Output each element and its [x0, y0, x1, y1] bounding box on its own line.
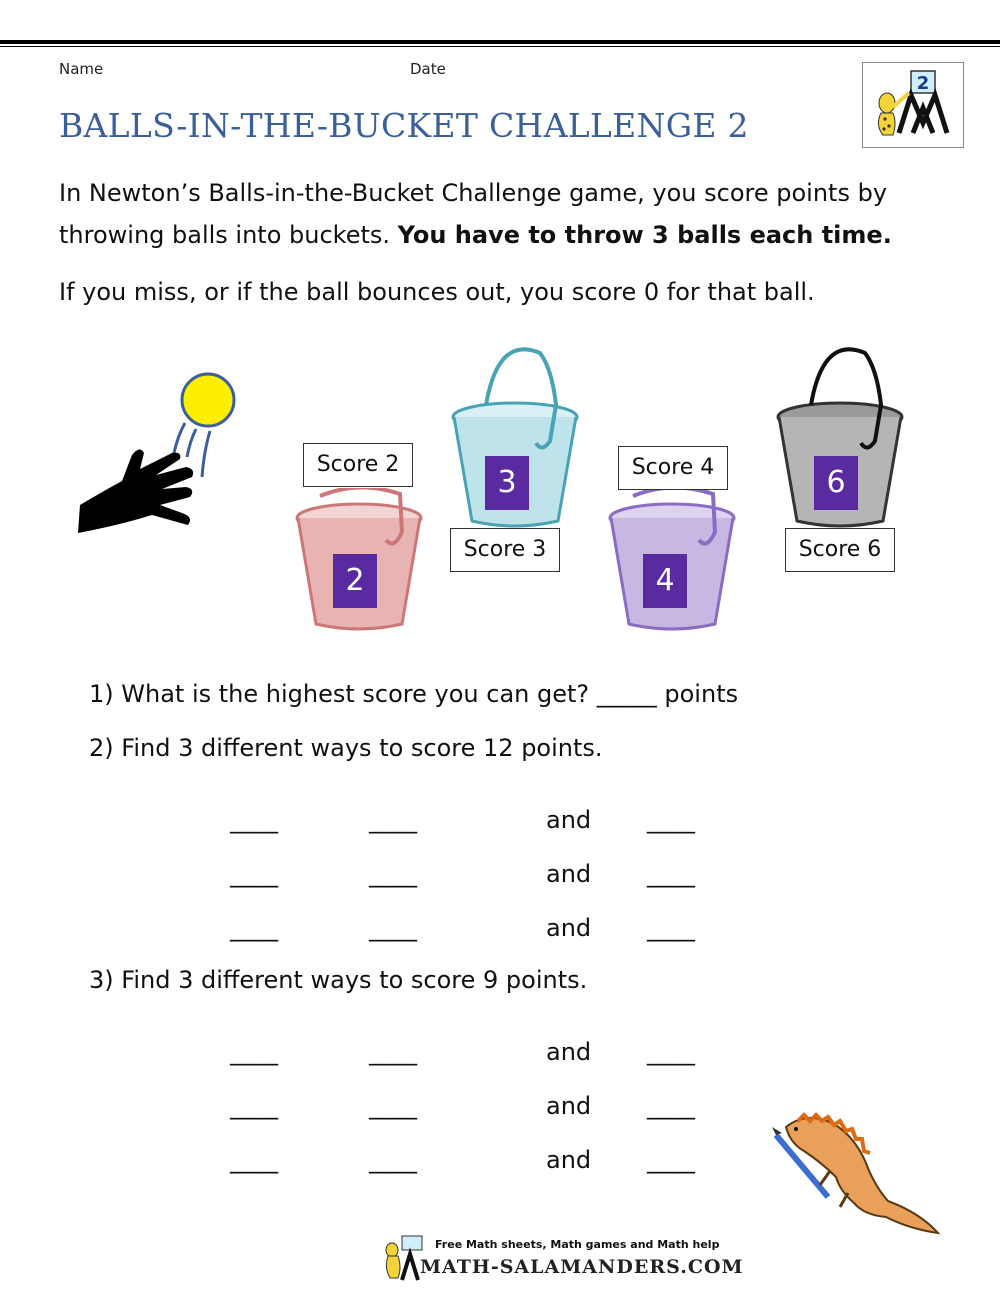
answer-blank[interactable]: ____: [647, 860, 695, 888]
answer-blank[interactable]: ____: [369, 1146, 417, 1174]
answer-blank[interactable]: ____: [647, 1038, 695, 1066]
intro-bold-text: You have to throw 3 balls each time.: [397, 221, 892, 249]
answer-blank[interactable]: ____: [369, 806, 417, 834]
answer-blank[interactable]: ____: [230, 1038, 278, 1066]
intro-paragraph: [59, 172, 959, 256]
question-2: 2) Find 3 different ways to score 12 points.: [89, 734, 603, 762]
answer-blank[interactable]: ____: [230, 806, 278, 834]
page-title: BALLS-IN-THE-BUCKET CHALLENGE 2: [59, 106, 749, 145]
answer-blank[interactable]: ____: [369, 914, 417, 942]
bucket-4-number: 4: [643, 554, 687, 608]
bucket-3-number: 3: [485, 456, 529, 510]
and-label: and: [546, 1092, 592, 1120]
and-label: and: [546, 806, 592, 834]
bucket-2-number: 2: [333, 554, 377, 608]
bucket-6-number: 6: [814, 456, 858, 510]
answer-blank[interactable]: ____: [230, 1146, 278, 1174]
intro-rule-text: If you miss, or if the ball bounces out, you score 0 for that ball.: [59, 278, 815, 306]
and-label: and: [546, 860, 592, 888]
question-3: 3) Find 3 different ways to score 9 points.: [89, 966, 588, 994]
top-rule: [0, 40, 1000, 44]
answer-blank[interactable]: ____: [647, 806, 695, 834]
answer-blank[interactable]: ____: [230, 1092, 278, 1120]
answer-blank[interactable]: ____: [647, 914, 695, 942]
bucket-2-score-label: Score 2: [303, 443, 413, 487]
and-label: and: [546, 914, 592, 942]
answer-blank[interactable]: ____: [369, 860, 417, 888]
bucket-6-score-label: Score 6: [785, 528, 895, 572]
hand-throwing-illustration: [70, 365, 250, 545]
answer-blank[interactable]: ____: [647, 1146, 695, 1174]
top-rule-thin: [0, 46, 1000, 47]
ball-icon: [182, 374, 234, 426]
date-label: Date: [410, 60, 446, 78]
question-1: 1) What is the highest score you can get? _____ points: [89, 680, 739, 708]
answer-blank[interactable]: ____: [369, 1092, 417, 1120]
and-label: and: [546, 1038, 592, 1066]
answer-blank[interactable]: ____: [647, 1092, 695, 1120]
answer-blank[interactable]: ____: [230, 860, 278, 888]
bucket-4-score-label: Score 4: [618, 446, 728, 490]
intro-text: In Newton’s Balls-in-the-Bucket Challenge game, you score points by throwing balls into buckets.: [59, 179, 888, 249]
and-label: and: [546, 1146, 592, 1174]
answer-blank[interactable]: ____: [369, 1038, 417, 1066]
logo-badge: 2: [916, 73, 930, 94]
salamander-logo: [862, 62, 964, 148]
bucket-3-score-label: Score 3: [450, 528, 560, 572]
footer-tagline: Free Math sheets, Math games and Math help: [435, 1238, 720, 1251]
name-label: Name: [59, 60, 104, 78]
footer-logo-icon: [380, 1234, 424, 1282]
answer-blank[interactable]: ____: [230, 914, 278, 942]
salamander-pencil-illustration: [770, 1105, 945, 1240]
footer-brand[interactable]: MATH-SALAMANDERS.COM: [420, 1256, 744, 1278]
